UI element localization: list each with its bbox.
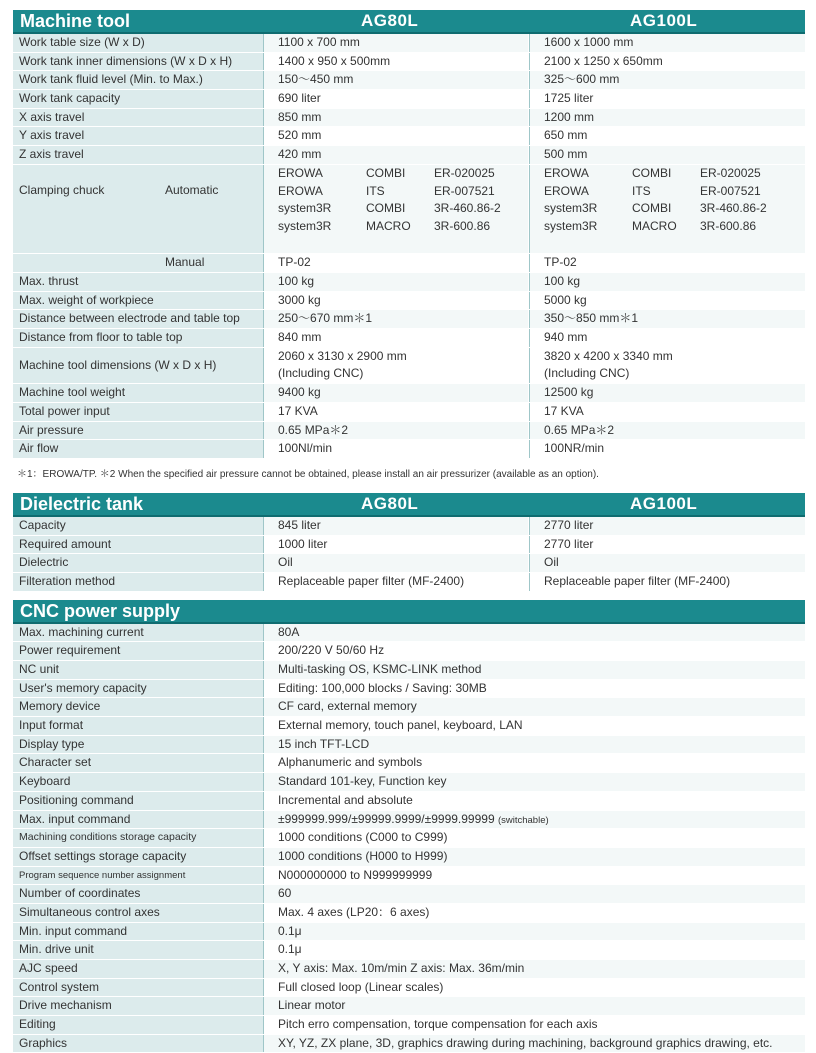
spec-row [13,329,805,348]
row-label: Distance from floor to table top [13,329,263,347]
model-b-heading: AG100L [630,11,698,30]
row-label: Dielectric [13,554,263,572]
value-a: 0.65 MPa＊2 [263,422,528,440]
chuck-cell: system3R [278,218,332,233]
value-a: 845 liter [263,517,528,535]
value-b: Replaceable paper filter (MF-2400) [529,573,805,591]
value-b: 0.65 MPa＊2 [529,422,805,440]
spec-row [13,867,805,886]
value: Full closed loop (Linear scales) [263,979,805,997]
chuck-cell: EROWA [544,165,589,180]
row-label: Machining conditions storage capacity [13,829,263,847]
value-note: (switchable) [497,814,549,826]
chuck-cell: EROWA [278,183,323,198]
row-label: X axis travel [13,109,263,127]
value-a: 840 mm [263,329,528,347]
chuck-cell: COMBI [366,165,406,180]
chuck-value-b [529,165,805,254]
row-label: Min. input command [13,923,263,941]
spec-row [13,554,805,573]
value-a: 850 mm [263,109,528,127]
spec-row [13,773,805,792]
spec-row [13,90,805,109]
value-a: 100Nl/min [263,440,528,458]
row-label: Machine tool weight [13,384,263,402]
value-a: 1100 x 700 mm [263,34,528,52]
row-label: User's memory capacity [13,680,263,698]
chuck-cell: MACRO [366,218,411,233]
spec-row [13,941,805,960]
automatic-label: Automatic [165,182,219,197]
row-label: Max. weight of workpiece [13,292,263,310]
value: XY, YZ, ZX plane, 3D, graphics drawing during machining, background graphics drawing, etc. [263,1035,805,1053]
value-b: 1200 mm [529,109,805,127]
spec-row [13,422,805,441]
chuck-cell: 3R-460.86-2 [434,201,501,216]
row-label: Number of coordinates [13,885,263,903]
spec-row [13,440,805,459]
section-title: Machine tool [20,11,131,31]
section-title: CNC power supply [20,600,181,621]
row-label: Drive mechanism [13,997,263,1015]
row-label: Machine tool dimensions (W x D x H) [13,348,263,383]
value-a: 9400 kg [263,384,528,402]
value-a: 420 mm [263,146,528,164]
row-label: Work tank capacity [13,90,263,108]
cnc-rows [13,624,805,1053]
row-label: Distance between electrode and table top [13,310,263,328]
machine-tool-rows-lower [13,273,805,348]
chuck-cell: 3R-600.86 [700,218,757,233]
chuck-cell: ITS [366,183,385,198]
chuck-value-a [263,165,528,254]
row-label: Max. machining current [13,624,263,642]
value: Incremental and absolute [263,792,805,810]
spec-row [13,573,805,592]
manual-value-a: TP-02 [263,254,528,272]
dims-value-b: 3820 x 4200 x 3340 mm (Including CNC) [529,348,805,383]
chuck-cell: COMBI [632,201,672,216]
chuck-cell: MACRO [632,218,677,233]
chuck-cell: COMBI [366,201,406,216]
machine-tool-rows-end [13,384,805,459]
spec-row [13,146,805,165]
row-label: Min. drive unit [13,941,263,959]
value: 60 [263,885,805,903]
spec-row [13,885,805,904]
spec-row [13,960,805,979]
value-a: Oil [263,554,528,572]
spec-row [13,517,805,536]
dims-value-a: 2060 x 3130 x 2900 mm (Including CNC) [263,348,528,383]
value-b: 2100 x 1250 x 650mm [529,53,805,71]
value-a: 3000 kg [263,292,528,310]
row-label: Positioning command [13,792,263,810]
value: 1000 conditions (C000 to C999) [263,829,805,847]
row-label: Required amount [13,536,263,554]
chuck-cell: EROWA [544,183,589,198]
value: Linear motor [263,997,805,1015]
clamping-chuck-row [13,165,805,255]
value: 80A [263,624,805,642]
value: Pitch erro compensation, torque compensation for each axis [263,1016,805,1034]
row-label: Keyboard [13,773,263,791]
dielectric-tank-header [13,493,805,517]
machine-tool-rows [13,34,805,165]
row-label: Input format [13,717,263,735]
value: 0.1μ [263,941,805,959]
row-label: Air pressure [13,422,263,440]
chuck-cell: system3R [544,218,598,233]
value-a: 17 KVA [263,403,528,421]
row-label: Max. input command [13,811,263,829]
spec-row [13,34,805,53]
spec-row [13,997,805,1016]
value: Max. 4 axes (LP20：6 axes) [263,904,805,922]
value-b: 325〜600 mm [529,71,805,89]
value-a: 1400 x 950 x 500mm [263,53,528,71]
value-b: 1600 x 1000 mm [529,34,805,52]
row-label: Y axis travel [13,127,263,145]
row-label: Capacity [13,517,263,535]
manual-label: Manual [165,255,205,270]
section-title: Dielectric tank [20,493,144,514]
footnote: ＊1：EROWA/TP. ＊2 When the specified air pressure cannot be obtained, please install an air pressurizer (available as an option). [17,468,599,480]
spec-row [13,904,805,923]
chuck-cell: EROWA [278,165,323,180]
row-label: Display type [13,736,263,754]
manual-chuck-row [13,254,805,273]
chuck-cell: system3R [278,201,332,216]
spec-row [13,923,805,942]
machine-tool-header [13,10,805,34]
spec-row [13,979,805,998]
spec-row [13,717,805,736]
value: Multi-tasking OS, KSMC-LINK method [263,661,805,679]
value: CF card, external memory [263,698,805,716]
value-a: 150〜450 mm [263,71,528,89]
spec-row [13,109,805,128]
spec-row [13,403,805,422]
spec-row [13,273,805,292]
dielectric-rows [13,517,805,592]
value-b: 1725 liter [529,90,805,108]
spec-row [13,792,805,811]
spec-row [13,624,805,643]
value-b: 100 kg [529,273,805,291]
value-b: 17 KVA [529,403,805,421]
row-label: Filteration method [13,573,263,591]
row-label: NC unit [13,661,263,679]
chuck-cell: system3R [544,201,598,216]
row-label: Work tank fluid level (Min. to Max.) [13,71,263,89]
chuck-cell: 3R-460.86-2 [700,201,767,216]
row-label: Clamping chuck [19,182,105,197]
spec-row [13,811,805,830]
chuck-cell: 3R-600.86 [434,218,491,233]
value-a: Replaceable paper filter (MF-2400) [263,573,528,591]
chuck-cell: ER-020025 [700,165,761,180]
row-label: Work table size (W x D) [13,34,263,52]
value: 1000 conditions (H000 to H999) [263,848,805,866]
value-a: 690 liter [263,90,528,108]
value-a: 250〜670 mm＊1 [263,310,528,328]
spec-row [13,292,805,311]
row-label: Editing [13,1016,263,1034]
value: Editing: 100,000 blocks / Saving: 30MB [263,680,805,698]
value-b: 100NR/min [529,440,805,458]
row-label: Power requirement [13,642,263,660]
spec-row [13,829,805,848]
spec-row [13,736,805,755]
chuck-cell: COMBI [632,165,672,180]
spec-row [13,53,805,72]
value-b: 940 mm [529,329,805,347]
spec-row [13,536,805,555]
value-b: Oil [529,554,805,572]
row-label: Character set [13,754,263,772]
model-a-heading: AG80L [361,11,419,30]
row-label: Graphics [13,1035,263,1053]
spec-sheet [13,10,805,1053]
spec-row [13,310,805,329]
value: 0.1μ [263,923,805,941]
value-b: 500 mm [529,146,805,164]
spec-row [13,384,805,403]
row-label: Z axis travel [13,146,263,164]
value: External memory, touch panel, keyboard, LAN [263,717,805,735]
value: ±999999.999/±99999.9999/±9999.99999 (switchable) [263,811,805,829]
value-b: 350〜850 mm＊1 [529,310,805,328]
cnc-power-supply-header [13,600,805,624]
spec-row [13,661,805,680]
value-a: 1000 liter [263,536,528,554]
chuck-cell: ER-007521 [700,183,761,198]
value-b: 5000 kg [529,292,805,310]
model-b-heading: AG100L [630,493,698,513]
spec-row [13,642,805,661]
spec-row [13,680,805,699]
model-a-heading: AG80L [361,493,419,513]
row-label: Work tank inner dimensions (W x D x H) [13,53,263,71]
manual-value-b: TP-02 [529,254,805,272]
row-label: Air flow [13,440,263,458]
row-label: Simultaneous control axes [13,904,263,922]
value: X, Y axis: Max. 10m/min Z axis: Max. 36m/min [263,960,805,978]
chuck-cell: ER-020025 [434,165,495,180]
value-b: 650 mm [529,127,805,145]
spec-row [13,698,805,717]
spec-row [13,127,805,146]
value-b: 2770 liter [529,536,805,554]
spec-row [13,1035,805,1053]
value-a: 100 kg [263,273,528,291]
row-label: Max. thrust [13,273,263,291]
value: 15 inch TFT-LCD [263,736,805,754]
spec-row [13,848,805,867]
chuck-cell: ER-007521 [434,183,495,198]
machine-dimensions-row [13,348,805,384]
row-label: AJC speed [13,960,263,978]
value-b: 2770 liter [529,517,805,535]
value-a: 520 mm [263,127,528,145]
value: Standard 101-key, Function key [263,773,805,791]
row-label: Memory device [13,698,263,716]
row-label: Program sequence number assignment [13,867,263,885]
row-label: Control system [13,979,263,997]
spec-row [13,754,805,773]
value: Alphanumeric and symbols [263,754,805,772]
value: 200/220 V 50/60 Hz [263,642,805,660]
spec-row [13,71,805,90]
chuck-cell: ITS [632,183,651,198]
value-b: 12500 kg [529,384,805,402]
row-label: Total power input [13,403,263,421]
value: N000000000 to N999999999 [263,867,805,885]
row-label: Offset settings storage capacity [13,848,263,866]
spec-row [13,1016,805,1035]
